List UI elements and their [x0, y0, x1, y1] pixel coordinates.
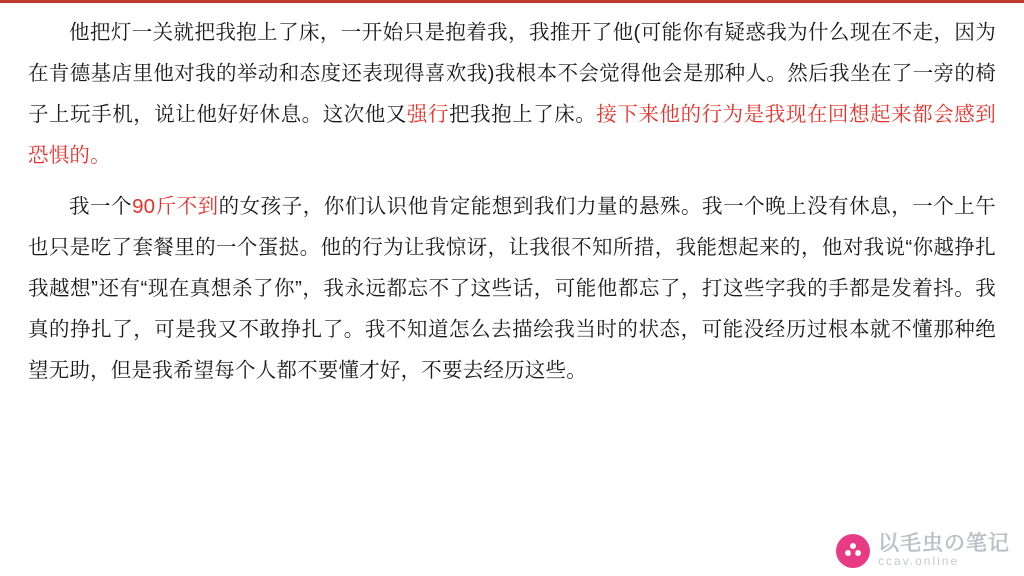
watermark — [836, 533, 1010, 568]
paragraph-2 — [28, 186, 996, 391]
paragraph-1 — [28, 12, 996, 176]
document-body — [28, 12, 996, 397]
paragraph-1-run-1: 他把灯一关就把我抱上了床，一开始只是抱着我，我推开了他(可能你有疑惑我为什么现在不走，因为在肯德基店里他对我的举动和态度还表现得喜欢我)我根本不会觉得他会是那种人。然后我坐在了一旁的椅子上玩手机，说让他好好休息。这次他又 — [28, 21, 996, 126]
paragraph-1-highlight-1: 强行 — [406, 103, 450, 126]
watermark-sub-text: ccav.online — [878, 554, 960, 569]
top-divider-rule — [0, 0, 1024, 3]
paragraph-1-run-2: 把我抱上了床。 — [449, 103, 597, 126]
paragraph-2-run-1: 我一个 — [69, 195, 133, 218]
paragraph-2-highlight-1: 90斤不到 — [132, 195, 219, 218]
watermark-texts — [878, 533, 1010, 568]
flower-logo-icon — [836, 534, 870, 568]
paragraph-1-highlight-2: 接下来他的行为是我现在回想起来都会感到恐惧的。 — [28, 103, 996, 167]
watermark-main-text: 以毛虫の笔记 — [878, 532, 1010, 556]
paragraph-2-run-2: 的女孩子，你们认识他肯定能想到我们力量的悬殊。我一个晚上没有休息，一个上午也只是吃了套餐里的一个蛋挞。他的行为让我惊讶，让我很不知所措，我能想起来的，他对我说“你越挣扎我越想”还有“现在真想杀了你”，我永远都忘不了这些话，可能他都忘了，打这些字我的手都是发着抖。我真的挣扎了，可是我又不敢挣扎了。我不知道怎么去描绘我当时的状态，可能没经历过根本就不懂那种绝望无助，但是我希望每个人都不要懂才好，不要去经历这些。 — [28, 195, 996, 382]
